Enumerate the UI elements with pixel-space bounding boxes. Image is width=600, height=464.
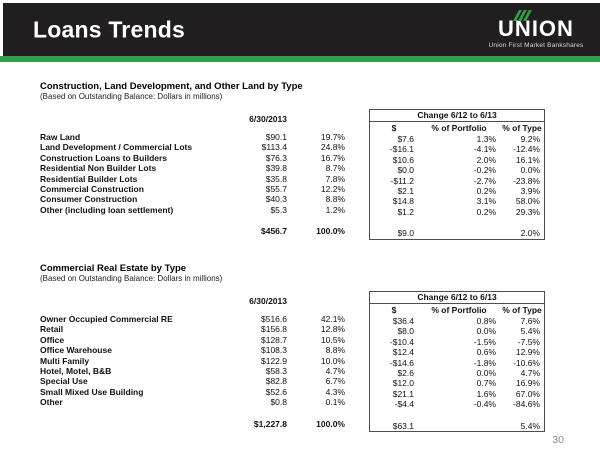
- table-row: [40, 397, 345, 407]
- row-percent: 8.8%: [325, 194, 345, 205]
- change-dollar: $14.8: [392, 196, 414, 207]
- row-label: Raw Land: [40, 132, 81, 142]
- table-row: [40, 184, 345, 194]
- change-dollar: $1.2: [397, 206, 414, 217]
- change-row: [370, 347, 544, 357]
- change-pct-portfolio: 3.1%: [476, 196, 496, 207]
- change-pct-portfolio: -2.7%: [473, 175, 496, 186]
- row-percent: 6.7%: [325, 376, 345, 387]
- row-percent: 12.8%: [320, 324, 345, 335]
- table-row: [40, 174, 345, 184]
- row-percent: 12.2%: [320, 184, 345, 195]
- row-percent: 16.7%: [320, 152, 345, 163]
- change-pct-portfolio: 0.2%: [476, 186, 496, 197]
- spacer-row: [40, 215, 345, 226]
- row-percent: 7.8%: [325, 173, 345, 184]
- change-dollar: $2.1: [397, 186, 414, 197]
- change-pct-portfolio: -1.8%: [473, 357, 496, 368]
- row-balance: $82.8: [265, 376, 287, 387]
- change-total-row: [370, 228, 544, 238]
- row-balance: $58.3: [265, 366, 287, 377]
- total-row: [40, 226, 345, 236]
- col-header-pct-portfolio: % of Portfolio: [431, 123, 487, 133]
- change-row: [370, 337, 544, 347]
- balance-table: [40, 109, 345, 237]
- spacer-cell: [370, 217, 544, 228]
- row-balance: $76.3: [265, 152, 287, 163]
- row-balance: $113.4: [261, 142, 287, 153]
- row-balance: $128.7: [261, 334, 287, 345]
- change-pct-type: 29.3%: [515, 206, 540, 217]
- table-row: [40, 335, 345, 345]
- change-row: [370, 399, 544, 409]
- row-label: Other: [40, 397, 63, 408]
- row-label: Residential Builder Lots: [40, 173, 138, 184]
- change-box: [369, 109, 545, 240]
- change-dollar: $12.4: [392, 347, 414, 358]
- commercial-real-estate-section: [40, 263, 546, 432]
- col-header-pct-type: % of Type: [502, 123, 542, 133]
- logo-tagline: Union First Market Bankshares: [488, 42, 584, 49]
- table-row: [40, 194, 345, 204]
- row-label: Office Warehouse: [40, 345, 112, 356]
- change-pct-portfolio: 1.3%: [476, 134, 496, 144]
- header-bar: [3, 3, 600, 56]
- row-percent: 24.8%: [320, 142, 345, 153]
- accent-divider: [0, 56, 600, 62]
- change-row: [370, 326, 544, 336]
- change-pct-type: 5.4%: [520, 326, 540, 337]
- spacer-row: [370, 410, 544, 421]
- change-dollar: $21.1: [392, 388, 414, 399]
- table-row: [40, 324, 345, 334]
- row-balance: $5.3: [270, 204, 287, 215]
- change-total-pct-portfolio: [418, 228, 500, 238]
- change-dollar: -$14.6: [389, 357, 414, 368]
- leaf-stripes-icon: [516, 8, 531, 20]
- table-row: [40, 132, 345, 142]
- row-label: Consumer Construction: [40, 194, 138, 205]
- change-total-pct-portfolio: [418, 421, 500, 431]
- change-pct-portfolio: -4.1%: [473, 144, 496, 155]
- row-percent: 19.7%: [320, 132, 345, 142]
- change-dollar: -$16.1: [389, 144, 414, 155]
- table-row: [40, 163, 345, 173]
- row-balance: $55.7: [265, 184, 287, 195]
- change-dollar: $8.0: [397, 326, 414, 337]
- change-row: [370, 134, 544, 144]
- row-balance: $0.8: [270, 397, 287, 408]
- total-balance: $456.7: [261, 226, 287, 237]
- change-pct-type: -10.6%: [513, 357, 540, 368]
- row-label: Special Use: [40, 376, 88, 387]
- change-dollar: $36.4: [392, 316, 414, 326]
- row-label: Residential Non Builder Lots: [40, 163, 157, 174]
- change-dollar: -$4.4: [394, 399, 414, 410]
- row-label: Hotel, Motel, B&B: [40, 366, 112, 377]
- total-balance: $1,227.8: [253, 418, 287, 429]
- total-label: [40, 226, 225, 236]
- row-label: Construction Loans to Builders: [40, 152, 168, 163]
- change-pct-portfolio: 0.0%: [476, 368, 496, 379]
- change-pct-type: 16.1%: [515, 154, 540, 165]
- change-pct-type: 7.6%: [520, 316, 540, 326]
- change-row: [370, 378, 544, 388]
- table-row: [40, 314, 345, 324]
- total-row: [40, 419, 345, 429]
- row-percent: 4.3%: [325, 386, 345, 397]
- logo-wordmark: UNION: [498, 16, 574, 41]
- page-number: 30: [552, 434, 564, 446]
- change-pct-portfolio: 0.6%: [476, 347, 496, 358]
- table-row: [40, 376, 345, 386]
- change-dollar: $0.0: [397, 165, 414, 176]
- total-label: [40, 419, 225, 429]
- row-balance: $52.6: [265, 386, 287, 397]
- row-percent: 1.2%: [325, 204, 345, 215]
- change-row: [370, 207, 544, 217]
- change-box-header: Change 6/12 to 6/13: [370, 292, 544, 304]
- change-pct-portfolio: 0.8%: [476, 316, 496, 326]
- change-box-header: Change 6/12 to 6/13: [370, 110, 544, 122]
- change-pct-type: -12.4%: [513, 144, 540, 155]
- change-pct-portfolio: 0.0%: [476, 326, 496, 337]
- change-pct-type: 4.7%: [520, 368, 540, 379]
- row-label: Multi Family: [40, 355, 90, 366]
- spacer-cell: [40, 215, 345, 226]
- change-row: [370, 196, 544, 206]
- spacer-row: [40, 408, 345, 419]
- change-pct-type: 67.0%: [515, 388, 540, 399]
- page-title: Loans Trends: [33, 16, 185, 42]
- change-pct-portfolio: 2.0%: [476, 154, 496, 165]
- row-percent: 10.5%: [320, 334, 345, 345]
- row-label: Office: [40, 334, 65, 345]
- row-balance: $39.8: [265, 163, 287, 174]
- change-pct-type: 9.2%: [520, 134, 540, 144]
- change-pct-portfolio: 1.6%: [476, 388, 496, 399]
- table-subtitle: (Based on Outstanding Balance: Dollars in millions): [40, 92, 223, 101]
- change-row: [370, 368, 544, 378]
- row-balance: $108.3: [261, 345, 287, 356]
- change-pct-portfolio: -1.5%: [473, 336, 496, 347]
- change-row: [370, 358, 544, 368]
- union-logo: [484, 8, 588, 49]
- row-balance: $122.9: [261, 355, 287, 366]
- change-row: [370, 155, 544, 165]
- total-percent: 100.0%: [316, 226, 345, 237]
- change-row: [370, 389, 544, 399]
- col-header-pct-portfolio: % of Portfolio: [431, 305, 487, 315]
- spacer-cell: [40, 408, 345, 419]
- row-percent: 0.1%: [325, 397, 345, 408]
- change-pct-type: 3.9%: [520, 186, 540, 197]
- change-row: [370, 144, 544, 154]
- row-percent: 8.7%: [325, 163, 345, 174]
- change-row: [370, 176, 544, 186]
- date-header: 6/30/2013: [249, 114, 287, 124]
- change-pct-type: -7.5%: [517, 336, 540, 347]
- row-balance: $156.8: [261, 324, 287, 335]
- spacer-row: [370, 217, 544, 228]
- change-total-pct-type: 5.4%: [520, 420, 540, 431]
- table-subtitle: (Based on Outstanding Balance: Dollars in millions): [40, 274, 223, 283]
- row-balance: $35.8: [265, 173, 287, 184]
- table-row: [40, 366, 345, 376]
- row-label: Retail: [40, 324, 64, 335]
- change-pct-type: 58.0%: [515, 196, 540, 207]
- change-pct-portfolio: -0.4%: [473, 399, 496, 410]
- change-pct-type: -84.6%: [513, 399, 540, 410]
- change-dollar: -$11.2: [390, 175, 414, 186]
- change-total-dollar: $63.1: [392, 420, 414, 431]
- row-balance: $516.6: [261, 314, 287, 324]
- change-pct-type: 0.0%: [520, 165, 540, 176]
- change-total-dollar: $9.0: [397, 228, 414, 239]
- date-header: 6/30/2013: [249, 296, 287, 306]
- change-total-pct-type: 2.0%: [520, 228, 540, 239]
- change-pct-type: 12.9%: [515, 347, 540, 358]
- change-row: [370, 165, 544, 175]
- spacer-cell: [370, 410, 544, 421]
- row-percent: 8.8%: [325, 345, 345, 356]
- row-percent: 4.7%: [325, 366, 345, 377]
- row-label: Other (including loan settlement): [40, 204, 174, 215]
- change-pct-portfolio: -0.2%: [473, 165, 496, 176]
- table-row: [40, 345, 345, 355]
- row-percent: 10.0%: [320, 355, 345, 366]
- change-pct-type: 16.9%: [515, 378, 540, 389]
- col-header-dollar: $: [391, 123, 397, 133]
- table-row: [40, 142, 345, 152]
- row-label: Small Mixed Use Building: [40, 386, 144, 397]
- change-dollar: $2.6: [397, 368, 414, 379]
- change-pct-portfolio: 0.7%: [476, 378, 496, 389]
- table-row: [40, 356, 345, 366]
- construction-land-section: [40, 81, 546, 240]
- row-balance: $40.3: [265, 194, 287, 205]
- change-column-headers: [370, 304, 544, 316]
- balance-table: [40, 291, 345, 429]
- change-dollar: $7.6: [397, 134, 414, 144]
- table-row: [40, 205, 345, 215]
- total-percent: 100.0%: [316, 418, 345, 429]
- row-label: Commercial Construction: [40, 184, 144, 195]
- change-row: [370, 316, 544, 326]
- change-dollar: $12.0: [392, 378, 414, 389]
- change-dollar: $10.6: [392, 154, 414, 165]
- change-pct-type: -23.8%: [513, 175, 540, 186]
- row-percent: 42.1%: [320, 314, 345, 324]
- col-header-pct-type: % of Type: [502, 305, 542, 315]
- change-total-row: [370, 421, 544, 431]
- row-label: Owner Occupied Commercial RE: [40, 314, 173, 324]
- change-dollar: -$10.4: [389, 336, 414, 347]
- table-title: Construction, Land Development, and Other Land by Type: [40, 81, 303, 92]
- change-pct-portfolio: 0.2%: [476, 206, 496, 217]
- row-balance: $90.1: [265, 132, 287, 142]
- change-column-headers: [370, 122, 544, 134]
- table-title: Commercial Real Estate by Type: [40, 263, 187, 274]
- change-box: [369, 291, 545, 432]
- table-row: [40, 387, 345, 397]
- table-row: [40, 153, 345, 163]
- row-label: Land Development / Commercial Lots: [40, 142, 193, 153]
- change-row: [370, 186, 544, 196]
- col-header-dollar: $: [391, 305, 397, 315]
